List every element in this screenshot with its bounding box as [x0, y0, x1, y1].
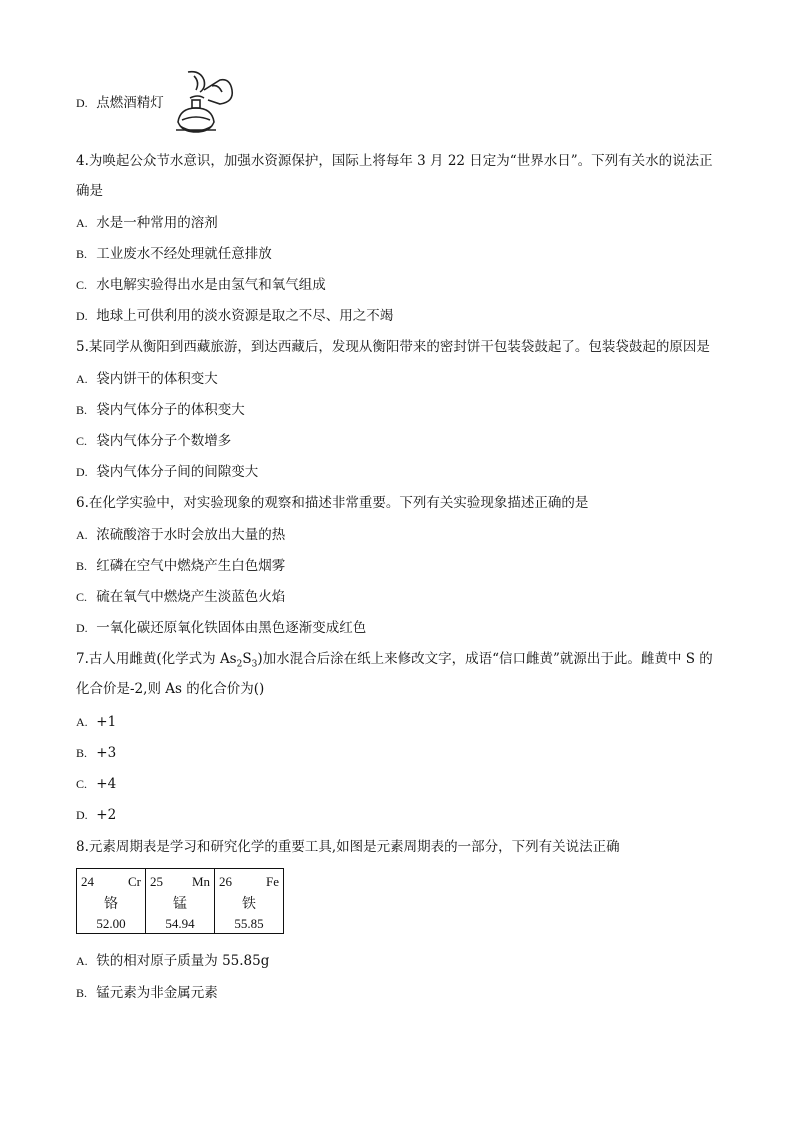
q6-option-c: [76, 588, 285, 606]
question-8-stem: 8.元素周期表是学习和研究化学的重要工具,如图是元素周期表的一部分，下列有关说法正确: [76, 839, 620, 855]
option-text: +1: [96, 714, 117, 730]
option-label: B.: [76, 247, 88, 261]
q7-option-d: [76, 806, 116, 824]
q6-option-d: [76, 619, 366, 637]
q8-option-a: [76, 952, 269, 970]
q8-option-b: [76, 984, 218, 1002]
q3-option-d: [76, 94, 164, 112]
atomic-mass: 54.94: [165, 916, 195, 931]
option-text: 袋内饼干的体积变大: [96, 371, 218, 387]
periodic-table-fragment: [76, 868, 284, 934]
option-label: C.: [76, 434, 88, 448]
option-text: 袋内气体分子的体积变大: [96, 402, 245, 418]
option-label: A.: [76, 715, 88, 729]
option-label: D.: [76, 465, 88, 479]
atomic-mass: 55.85: [234, 916, 264, 931]
option-label: B.: [76, 403, 88, 417]
q5-option-c: [76, 432, 231, 450]
q7-option-c: [76, 775, 116, 793]
element-cell-fe: [215, 869, 284, 934]
question-7-stem: [76, 650, 713, 674]
option-text: 点燃酒精灯: [96, 95, 164, 111]
option-text: 锰元素为非金属元素: [96, 985, 218, 1001]
q5-option-d: [76, 463, 258, 481]
element-cell-mn: [146, 869, 215, 934]
option-label: D.: [76, 621, 88, 635]
option-text: 铁的相对原子质量为 55.85g: [96, 953, 270, 969]
option-text: 袋内气体分子个数增多: [96, 433, 232, 449]
question-5-stem: 5.某同学从衡阳到西藏旅游，到达西藏后，发现从衡阳带来的密封饼干包装袋鼓起了。包装袋鼓起的原因是: [76, 339, 710, 355]
element-symbol: Mn: [191, 874, 210, 889]
element-name: 铬: [104, 896, 118, 912]
atomic-number: 25: [150, 874, 163, 889]
option-text: 红磷在空气中燃烧产生白色烟雾: [96, 558, 286, 574]
q6-option-a: [76, 526, 285, 544]
q7-option-b: [76, 744, 116, 762]
option-text: +4: [96, 776, 117, 792]
stem-part: S: [242, 651, 252, 667]
element-symbol: Cr: [128, 874, 141, 889]
question-4-stem: 4.为唤起公众节水意识，加强水资源保护，国际上将每年 3 月 22 日定为“世界水日”。下列有关水的说法正: [76, 153, 713, 169]
option-text: 浓硫酸溶于水时会放出大量的热: [96, 527, 286, 543]
element-cell-cr: [77, 869, 146, 934]
subscript: 2: [236, 659, 243, 670]
option-label: C.: [76, 590, 88, 604]
q4-option-a: [76, 214, 218, 232]
option-label: A.: [76, 528, 88, 542]
option-label: C.: [76, 278, 88, 292]
atomic-mass: 52.00: [96, 916, 126, 931]
option-text: +3: [96, 745, 117, 761]
option-text: 袋内气体分子间的间隙变大: [96, 464, 259, 480]
stem-part: 7.古人用雌黄(化学式为 As: [76, 651, 237, 667]
subscript: 3: [251, 659, 258, 670]
option-label: C.: [76, 777, 88, 791]
element-symbol: Fe: [266, 874, 279, 889]
q4-option-b: [76, 245, 272, 263]
option-text: 地球上可供利用的淡水资源是取之不尽、用之不竭: [96, 308, 394, 324]
option-text: 工业废水不经处理就任意排放: [96, 246, 272, 262]
atomic-number: 24: [81, 874, 94, 889]
q4-option-d: [76, 307, 393, 325]
option-label: A.: [76, 954, 88, 968]
q6-option-b: [76, 557, 285, 575]
option-label: B.: [76, 746, 88, 760]
option-text: +2: [96, 807, 117, 823]
option-text: 水是一种常用的溶剂: [96, 215, 218, 231]
question-4-stem-cont: 确是: [76, 183, 103, 199]
option-label: A.: [76, 372, 88, 386]
alcohol-lamp-lighting-illustration: [160, 68, 240, 140]
option-label: D.: [76, 309, 88, 323]
option-label: B.: [76, 559, 88, 573]
q7-option-a: [76, 713, 116, 731]
q5-option-a: [76, 370, 218, 388]
element-name: 铁: [242, 896, 256, 912]
q4-option-c: [76, 276, 326, 294]
option-text: 一氧化碳还原氧化铁固体由黑色逐渐变成红色: [96, 620, 367, 636]
question-7-stem-cont: 化合价是-2,则 As 的化合价为(): [76, 681, 265, 697]
atomic-number: 26: [219, 874, 232, 889]
option-text: 硫在氧气中燃烧产生淡蓝色火焰: [96, 589, 286, 605]
element-name: 锰: [173, 896, 187, 912]
option-label: B.: [76, 986, 88, 1000]
stem-part: )加水混合后涂在纸上来修改文字，成语“信口雌黄”就源出于此。雌黄中 S 的: [257, 651, 713, 667]
option-label: D.: [76, 96, 88, 110]
question-6-stem: 6.在化学实验中，对实验现象的观察和描述非常重要。下列有关实验现象描述正确的是: [76, 495, 589, 511]
option-text: 水电解实验得出水是由氢气和氧气组成: [96, 277, 326, 293]
option-label: D.: [76, 808, 88, 822]
q5-option-b: [76, 401, 245, 419]
option-label: A.: [76, 216, 88, 230]
